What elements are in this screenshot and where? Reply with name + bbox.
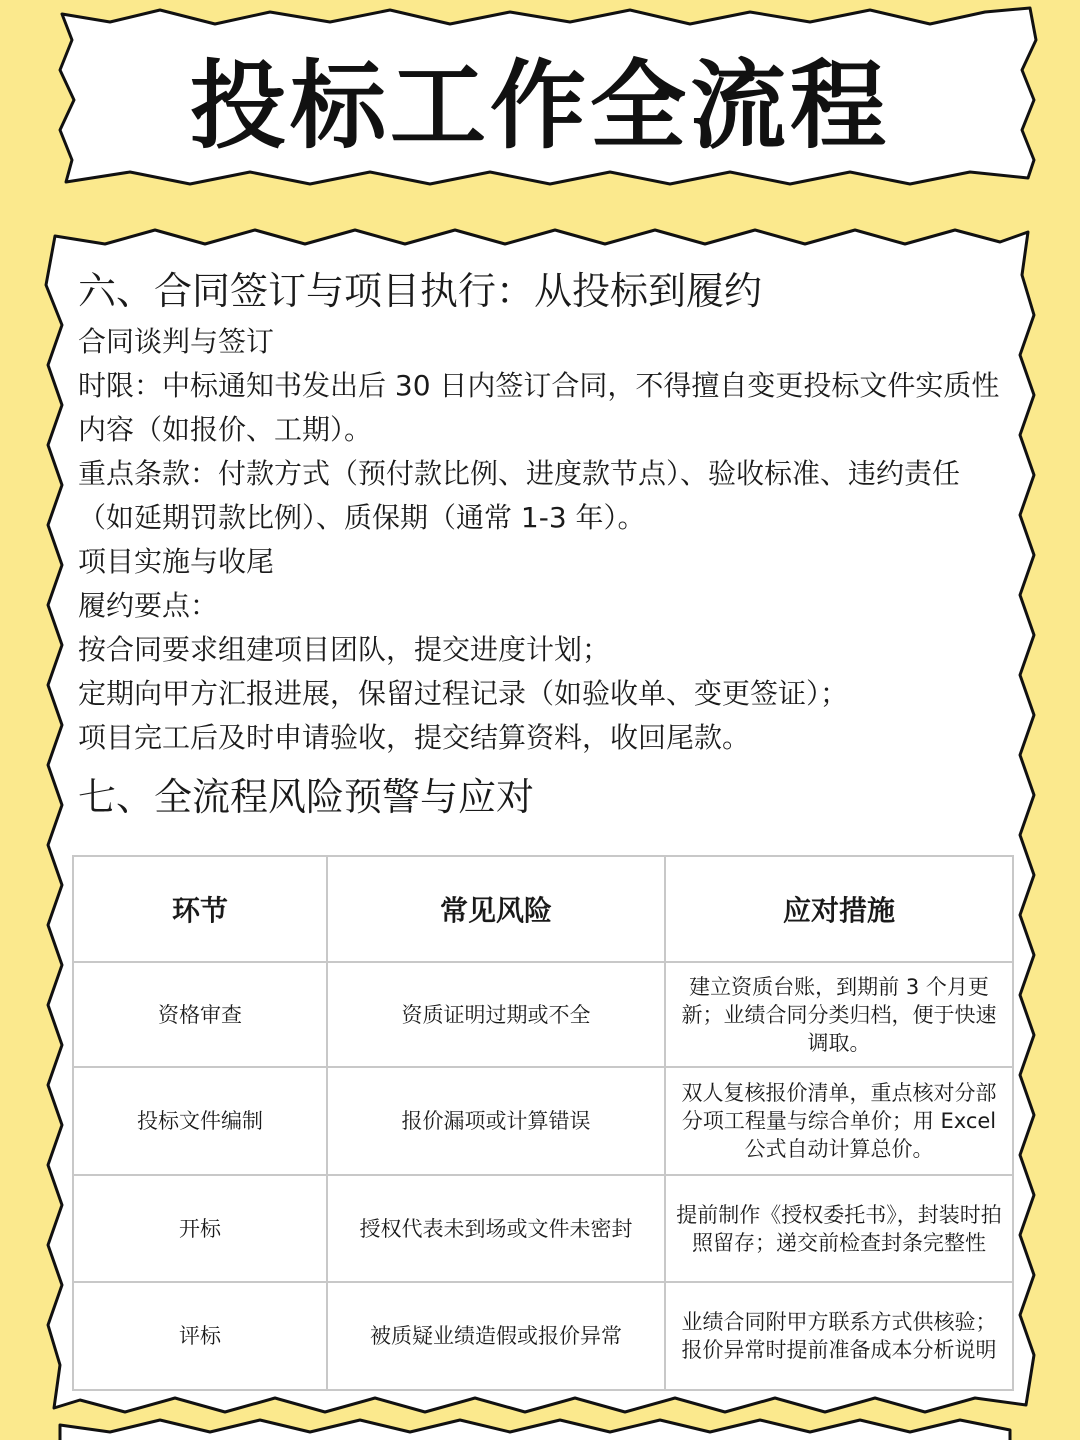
section6-line-3: 重点条款：付款方式（预付款比例、进度款节点）、验收标准、违约责任（如延期罚款比例）、质保期（通常 1-3 年）。: [78, 457, 961, 534]
cell-measure: 双人复核报价清单，重点核对分部分项工程量与综合单价；用 Excel 公式自动计算总价。: [665, 1067, 1013, 1175]
risk-table: [72, 855, 1014, 1391]
cell-risk: 资质证明过期或不全: [327, 962, 665, 1067]
section6-line-4: 项目实施与收尾: [78, 545, 275, 578]
section6-line-1: 合同谈判与签订: [78, 325, 275, 358]
header-stage: 环节: [73, 856, 327, 962]
section6-line-5: 履约要点：: [78, 589, 219, 622]
cell-stage: 开标: [73, 1175, 327, 1282]
header-measure: 应对措施: [665, 856, 1013, 962]
main-content: [78, 262, 1008, 826]
section6-line-6: 按合同要求组建项目团队，提交进度计划；: [78, 633, 611, 666]
cell-risk: 被质疑业绩造假或报价异常: [327, 1282, 665, 1390]
cell-stage: 资格审查: [73, 962, 327, 1067]
table-row: [73, 1175, 1013, 1282]
section7-heading: 七、全流程风险预警与应对: [78, 775, 535, 819]
table-header-row: [73, 856, 1013, 962]
section6-line-2: 时限：中标通知书发出后 30 日内签订合同，不得擅自变更投标文件实质性内容（如报价、工期）。: [78, 369, 1000, 446]
cell-measure: 提前制作《授权委托书》，封装时拍照留存；递交前检查封条完整性: [665, 1175, 1013, 1282]
section6-heading: 六、合同签订与项目执行：从投标到履约: [78, 269, 763, 313]
table-row: [73, 1067, 1013, 1175]
cell-stage: 投标文件编制: [73, 1067, 327, 1175]
cell-measure: 业绩合同附甲方联系方式供核验；报价异常时提前准备成本分析说明: [665, 1282, 1013, 1390]
section6-line-7: 定期向甲方汇报进展，保留过程记录（如验收单、变更签证）；: [78, 677, 849, 710]
cell-measure: 建立资质台账，到期前 3 个月更新；业绩合同分类归档，便于快速调取。: [665, 962, 1013, 1067]
next-paper-shape: [60, 1420, 1010, 1440]
table-row: [73, 1282, 1013, 1390]
section6-line-8: 项目完工后及时申请验收，提交结算资料，收回尾款。: [78, 721, 751, 754]
cell-risk: 授权代表未到场或文件未密封: [327, 1175, 665, 1282]
cell-risk: 报价漏项或计算错误: [327, 1067, 665, 1175]
page-title: 投标工作全流程: [190, 49, 890, 162]
table-row: [73, 962, 1013, 1067]
header-risk: 常见风险: [327, 856, 665, 962]
cell-stage: 评标: [73, 1282, 327, 1390]
